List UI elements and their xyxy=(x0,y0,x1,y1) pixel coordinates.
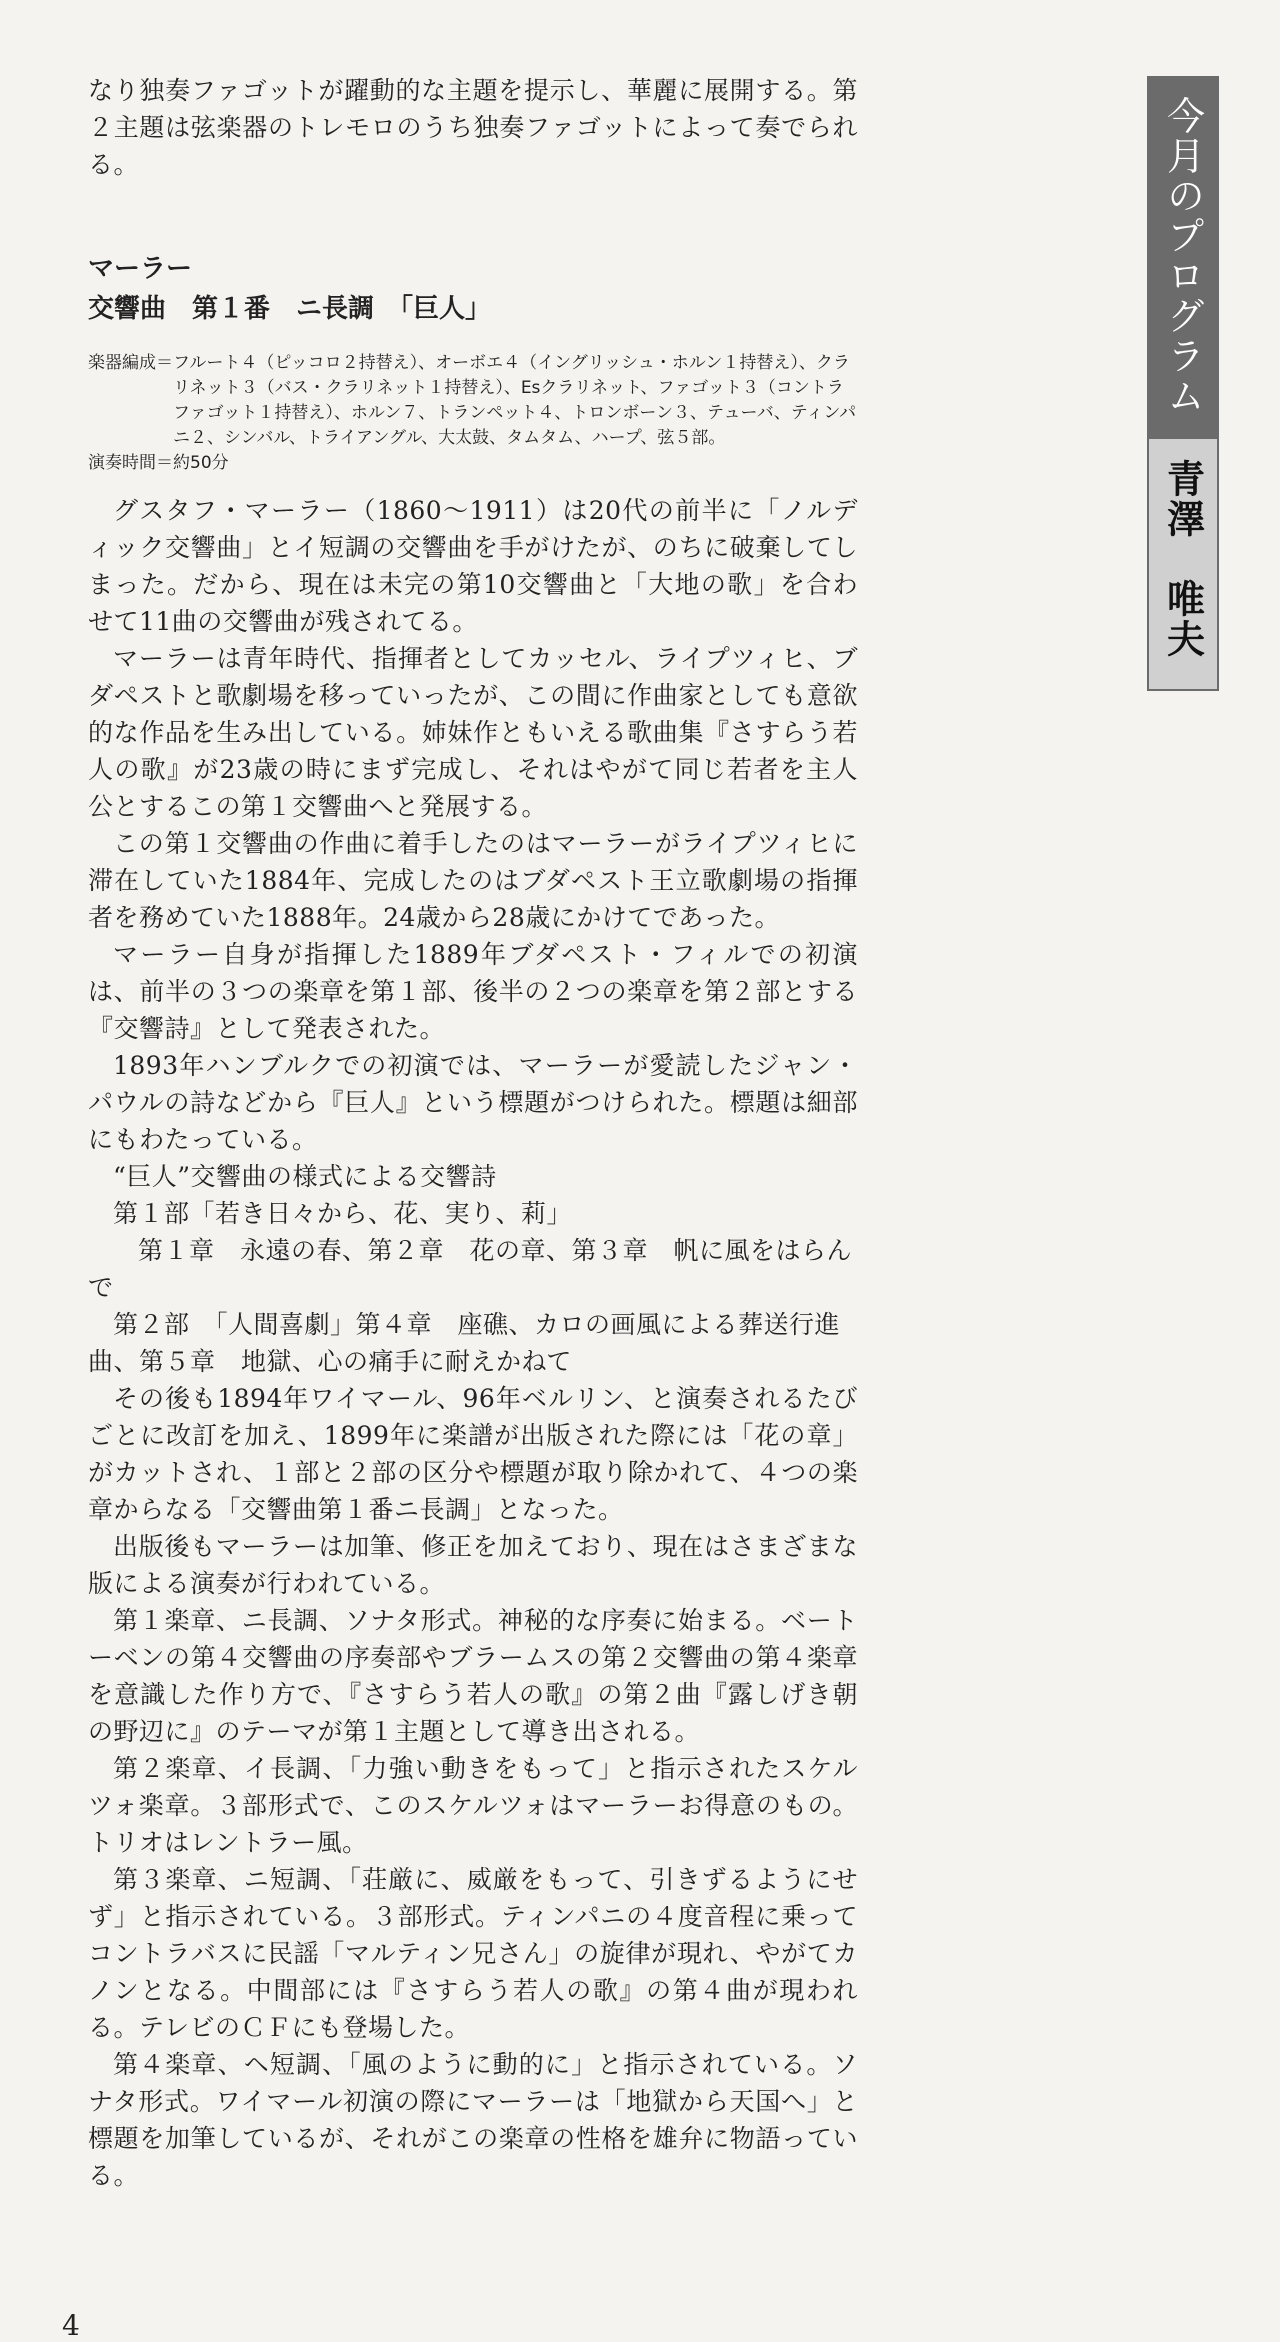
duration-row xyxy=(88,451,858,476)
instrumentation-value: フルート４（ピッコロ２持替え）、オーボエ４（イングリッシュ・ホルン１持替え）、クラリネット３（バス・クラリネット１持替え）、Esクラリネット、ファゴット３（コントラファゴット１持替え）、ホルン７、トランペット４、トロンボーン３、テューバ、ティンパニ２、シンバル、トライアングル、大太鼓、タムタム、ハープ、弦５部。 xyxy=(173,353,857,448)
outline-part1-chapters: 第１章 永遠の春、第２章 花の章、第３章 帆に風をはらんで xyxy=(88,1236,853,1302)
body-paragraph: この第１交響曲の作曲に着手したのはマーラーがライプツィヒに滞在していた1884年、完成したのはブダペスト王立歌劇場の指揮者を務めていた1888年。24歳から28歳にかけてであった。 xyxy=(88,829,858,932)
side-tab xyxy=(1147,76,1219,691)
body-paragraph: 第４楽章、ヘ短調、「風のように動的に」と指示されている。ソナタ形式。ワイマール初演の際にマーラーは「地獄から天国へ」と標題を加筆しているが、それがこの楽章の性格を雄弁に物語っている。 xyxy=(88,2050,858,2190)
body-paragraph: マーラー自身が指揮した1889年ブダペスト・フィルでの初演は、前半の３つの楽章を第１部、後半の２つの楽章を第２部とする『交響詩』として発表された。 xyxy=(88,940,858,1043)
body-paragraph: グスタフ・マーラー（1860～1911）は20代の前半に「ノルディック交響曲」とイ短調の交響曲を手がけたが、のちに破棄してしまった。だから、現在は未完の第10交響曲と「大地の歌」を合わせて11曲の交響曲が残されてる。 xyxy=(88,496,858,636)
instrumentation-label: 楽器編成＝ xyxy=(88,353,173,373)
program-outline xyxy=(88,1158,858,1380)
composer-name: マーラー xyxy=(88,254,193,284)
page-number: 4 xyxy=(62,2309,80,2342)
body-paragraph: 第３楽章、ニ短調、「荘厳に、威厳をもって、引きずるようにせず」と指示されている。３部形式。ティンパニの４度音程に乗ってコントラバスに民謡「マルティン兄さん」の旋律が現れ、やがてカノンとなる。中間部には『さすらう若人の歌』の第４曲が現われる。テレビのＣＦにも登場した。 xyxy=(88,1865,858,2042)
body-paragraph: 1893年ハンブルクでの初演では、マーラーが愛読したジャン・パウルの詩などから『巨人』という標題がつけられた。標題は細部にもわたっている。 xyxy=(88,1051,858,1154)
intro-paragraph: なり独奏ファゴットが躍動的な主題を提示し、華麗に展開する。第２主題は弦楽器のトレモロのうち独奏ファゴットによって奏でられる。 xyxy=(88,76,858,179)
outline-heading: “巨人”交響曲の様式による交響詩 xyxy=(113,1162,497,1191)
piece-heading xyxy=(88,249,858,329)
section-tab xyxy=(1147,76,1219,439)
piece-info xyxy=(88,351,858,476)
section-title: 今月のプログラム xyxy=(1160,96,1205,416)
outline-part2: 第２部 「人間喜劇」第４章 座礁、カロの画風による葬送行進曲、第５章 地獄、心の痛手に耐えかねて xyxy=(88,1310,841,1376)
outline-part1: 第１部「若き日々から、花、実り、莉」 xyxy=(113,1199,573,1228)
author-tab xyxy=(1147,439,1219,691)
body-paragraph: 出版後もマーラーは加筆、修正を加えており、現在はさまざまな版による演奏が行われている。 xyxy=(88,1532,858,1598)
article-body xyxy=(88,72,858,2194)
duration-label: 演奏時間＝ xyxy=(88,453,173,473)
instrumentation-row xyxy=(88,351,858,451)
author-name: 青澤 唯夫 xyxy=(1160,459,1206,659)
body-paragraph: マーラーは青年時代、指揮者としてカッセル、ライプツィヒ、ブダペストと歌劇場を移っていったが、この間に作曲家としても意欲的な作品を生み出している。姉妹作ともいえる歌曲集『さすらう若人の歌』が23歳の時にまず完成し、それはやがて同じ若者を主人公とするこの第１交響曲へと発展する。 xyxy=(88,644,858,821)
piece-title: 交響曲 第１番 ニ長調 「巨人」 xyxy=(88,294,492,324)
body-paragraph: その後も1894年ワイマール、96年ベルリン、と演奏されるたびごとに改訂を加え、1899年に楽譜が出版された際には「花の章」がカットされ、１部と２部の区分や標題が取り除かれて、４つの楽章からなる「交響曲第１番ニ長調」となった。 xyxy=(88,1384,858,1524)
duration-value: 約50分 xyxy=(173,453,229,473)
body-paragraph: 第１楽章、ニ長調、ソナタ形式。神秘的な序奏に始まる。ベートーベンの第４交響曲の序奏部やブラームスの第２交響曲の第４楽章を意識した作り方で、『さすらう若人の歌』の第２曲『露しげき朝の野辺に』のテーマが第１主題として導き出される。 xyxy=(88,1606,858,1746)
body-paragraph: 第２楽章、イ長調、「力強い動きをもって」と指示されたスケルツォ楽章。３部形式で、このスケルツォはマーラーお得意のもの。トリオはレントラー風。 xyxy=(88,1754,858,1857)
